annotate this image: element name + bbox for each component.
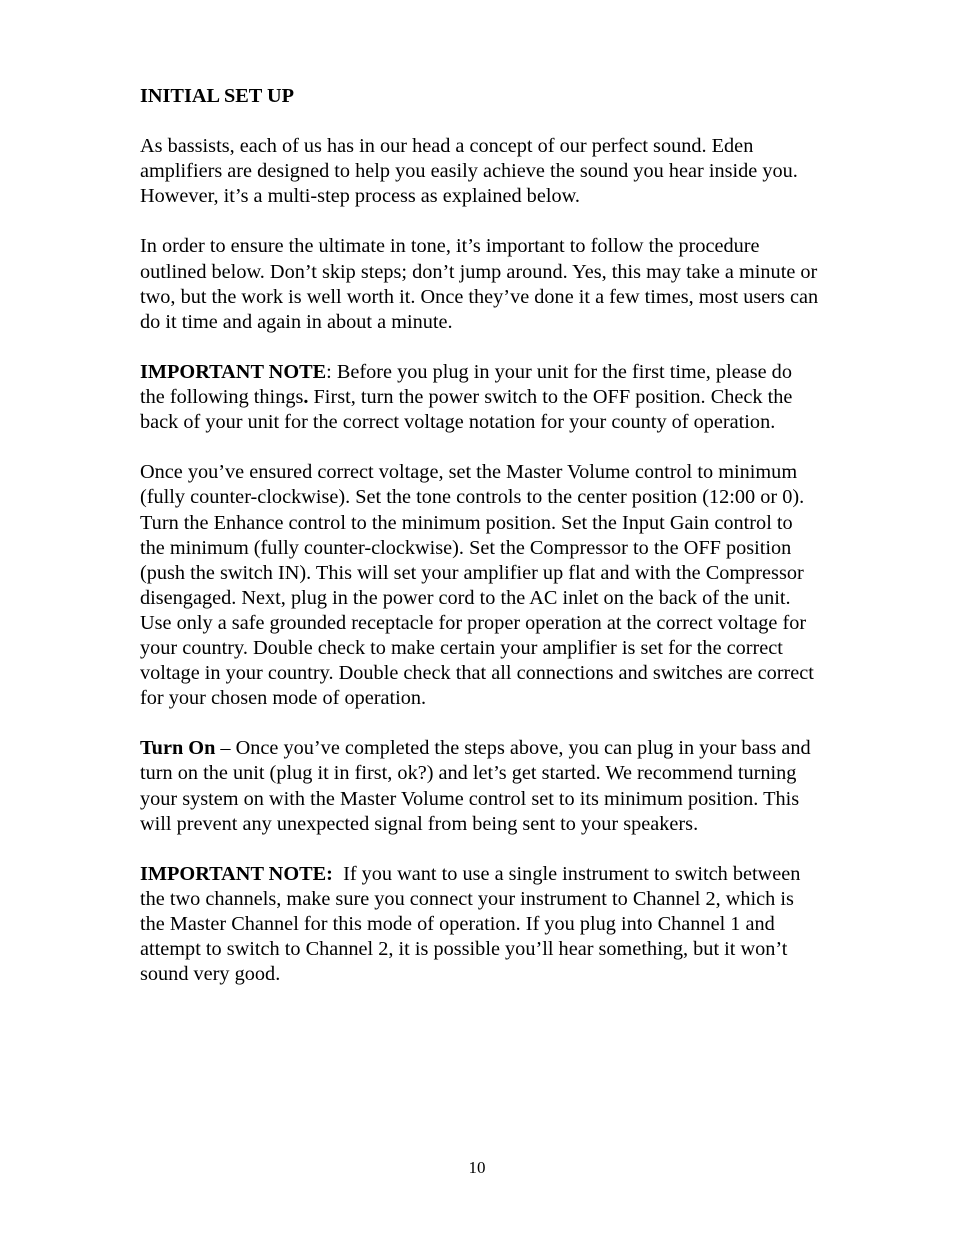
turn-on-label: Turn On <box>140 737 216 760</box>
section-heading: INITIAL SET UP <box>140 85 295 107</box>
channel-note-text: If you want to use a single instrument to switch between the two channels, make sure you connect your instrument to Channel 2, which is the Master Channel for this mode of operation. If you plug into Channel 1 and attempt to switch to Channel 2, it is possible you’ll hear something, but it won’t sound very good. <box>140 862 806 986</box>
initial-settings-paragraph: Once you’ve ensured correct voltage, set the Master Volume control to minimum (fully counter-clockwise). Set the tone controls to the center position (12:00 or 0). Turn the Enhance control to the minimum position. Set the Input Gain control to the minimum (fully counter-clockwise). Set the Compressor to the OFF position (push the switch IN). This will set your amplifier up flat and with the Compressor disengaged. Next, plug in the power cord to the AC inlet on the back of the unit. Use only a safe grounded receptacle for proper operation at the correct voltage for your country. Double check to make certain your amplifier is set for the correct voltage in your country. Double check that all connections and switches are correct for your chosen mode of operation. <box>140 461 814 710</box>
important-note-bold-period: . <box>303 386 309 409</box>
turn-on-paragraph <box>140 736 820 836</box>
important-note-text-a: : Before you plug in your unit for the first time, please do the following things <box>140 360 792 409</box>
page-number: 10 <box>468 1158 486 1177</box>
important-note-text-b: First, turn the power switch to the OFF position. Check the back of your unit for the correct voltage notation for your county of operation. <box>140 386 793 434</box>
important-note-channel-paragraph <box>140 862 820 987</box>
important-note-power-paragraph <box>140 360 820 435</box>
procedure-paragraph: In order to ensure the ultimate in tone, it’s important to follow the procedure outlined below. Don’t skip steps; don’t jump around. Yes, this may take a minute or two, but the work is well worth it. Once they’ve done it a few times, most users can do it time and again in about a minute. <box>140 235 819 333</box>
important-note-label: IMPORTANT NOTE <box>140 360 327 383</box>
page-body <box>140 84 820 1012</box>
intro-paragraph: As bassists, each of us has in our head a concept of our perfect sound. Eden amplifiers are designed to help you easily achieve the sound you hear inside you. However, it’s a multi-step process as explained below. <box>140 135 798 208</box>
channel-note-label: IMPORTANT NOTE: <box>140 862 333 885</box>
turn-on-text: – Once you’ve completed the steps above, you can plug in your bass and turn on the unit (plug it in first, ok?) and let’s get started. We recommend turning your system on with the Master Volume control set to its minimum position. This will prevent any unexpected signal from being sent to your speakers. <box>140 737 811 835</box>
